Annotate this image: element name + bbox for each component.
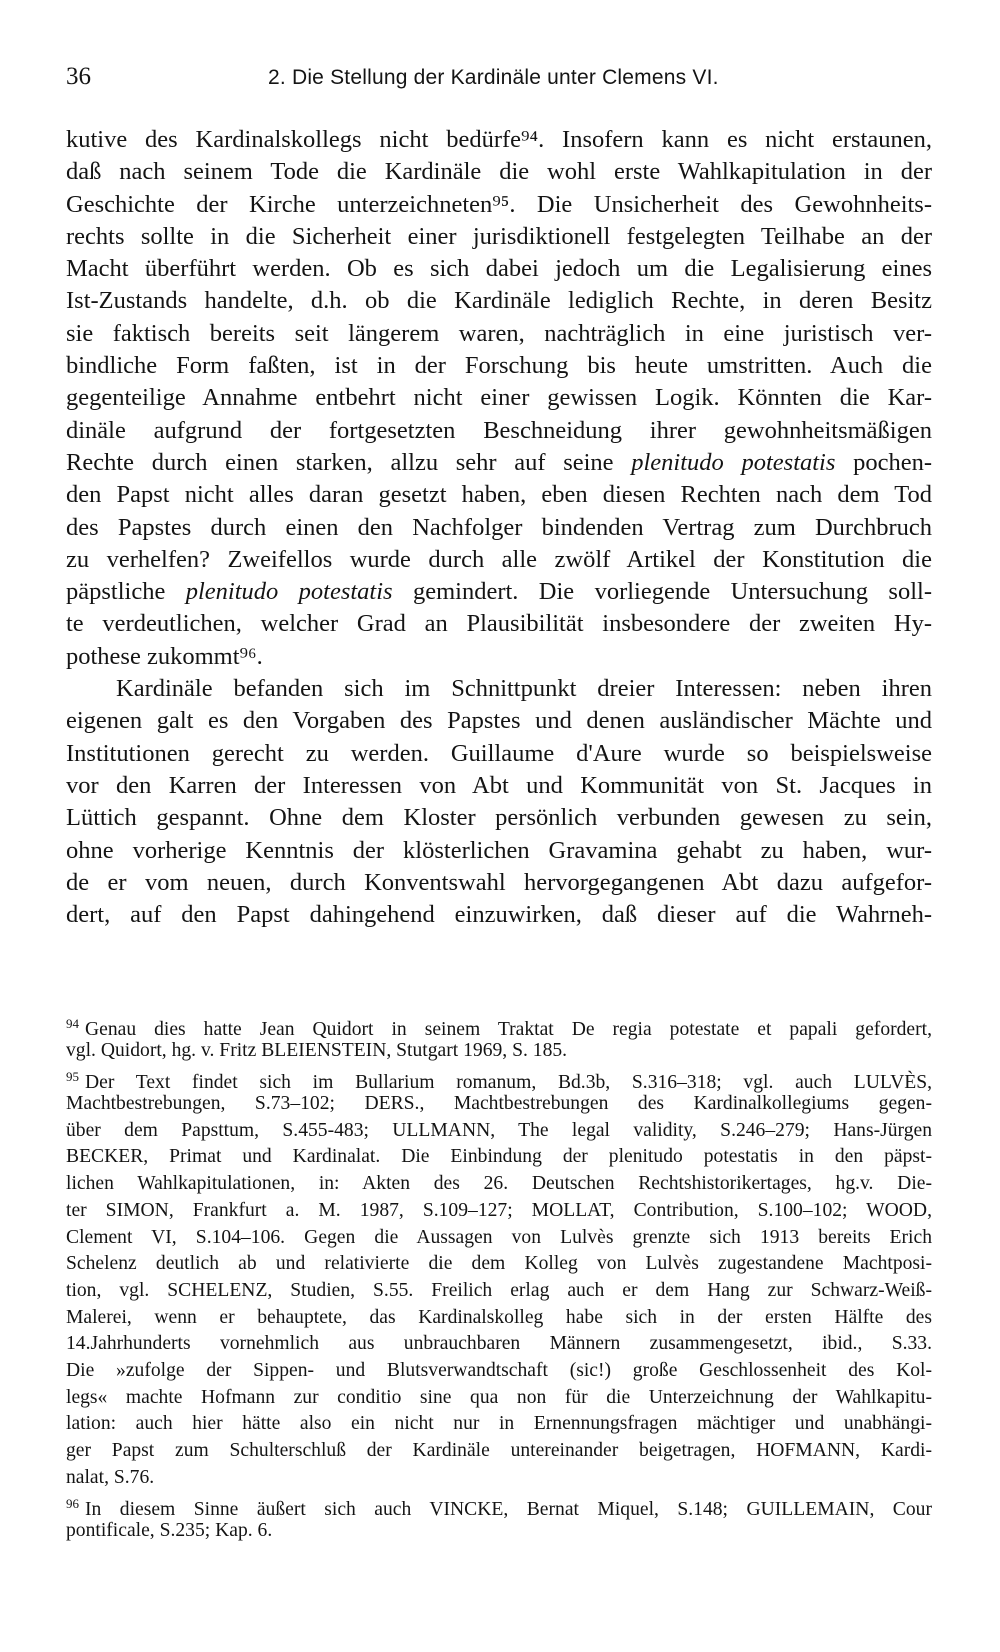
body-line: daß nach seinem Tode die Kardinäle die wohl erste Wahlkapitulation in der [66,158,932,186]
footnote-line: nalat, S.76. [66,1466,155,1488]
footnote-line: 14.Jahrhunderts vornehmlich aus unbrauchbaren Männern zusammengesetzt, ibid., S.33. [66,1333,932,1355]
running-head: 2. Die Stellung der Kardinäle unter Clemens VI. [268,66,719,89]
footnote-line: lichen Wahlkapitulationen, in: Akten des 26. Deutschen Rechtshistorikertages, hg.v. Die- [66,1173,932,1195]
footnote-line: ter SIMON, Frankfurt a. M. 1987, S.109–127; MOLLAT, Contribution, S.100–102; WOOD, [66,1199,932,1221]
body-line: eigenen galt es den Vorgaben des Papstes und denen ausländischer Mächte und [66,707,932,735]
body-line: sie faktisch bereits seit längerem waren, nachträglich in eine juristisch ver- [66,319,932,347]
body-line: rechts sollte in die Sicherheit einer jurisdiktionell festgelegten Teilhabe an der [66,222,932,250]
page-number: 36 [66,63,91,90]
footnote-number: 94 [66,1016,79,1031]
body-line: ohne vorherige Kenntnis der klösterlichen Gravamina gehabt zu haben, wur- [66,836,932,864]
footnote-line: über dem Papsttum, S.455-483; ULLMANN, The legal validity, S.246–279; Hans-Jürgen [66,1119,932,1141]
footnote-line: In diesem Sinne äußert sich auch VINCKE, Bernat Miquel, S.148; GUILLEMAIN, Cour [85,1499,932,1521]
footnote-line: lation: auch hier hätte also ein nicht nur in Ernennungsfragen mächtiger und unabhängi- [66,1413,932,1435]
body-line: des Papstes durch einen den Nachfolger bindenden Vertrag zum Durchbruch [66,513,932,541]
footnote-line: tion, vgl. SCHELENZ, Studien, S.55. Freilich erlag auch er dem Hang zur Schwarz-Weiß- [66,1279,932,1301]
body-line: Institutionen gerecht zu werden. Guillaume d'Aure wurde so beispielsweise [66,739,932,767]
body-line: vor den Karren der Interessen von Abt und Kommunität von St. Jacques in [66,771,932,799]
body-line: gegenteilige Annahme entbehrt nicht einer gewissen Logik. Könnten die Kar- [66,384,932,412]
footnote-line: pontificale, S.235; Kap. 6. [66,1520,273,1542]
body-line: de er vom neuen, durch Konventswahl hervorgegangenen Abt dazu aufgefor- [66,868,932,896]
footnote-line: vgl. Quidort, hg. v. Fritz BLEIENSTEIN, Stutgart 1969, S. 185. [66,1039,568,1061]
body-line: dinäle aufgrund der fortgesetzten Beschneidung ihrer gewohnheitsmäßigen [66,416,932,444]
footnote-95 [66,1064,932,1094]
body-line: bindliche Form faßten, ist in der Forschung bis heute umstritten. Auch die [66,352,932,380]
footnote-number: 95 [66,1069,79,1085]
footnote-96 [66,1491,932,1521]
footnote-94 [66,1011,932,1038]
footnote-line: Die »zufolge der Sippen- und Blutsverwandtschaft (sic!) große Geschlossenheit des Kol- [66,1359,932,1381]
footnote-line: ger Papst zum Schulterschluß der Kardinäle untereinander beigetragen, HOFMANN, Kardi- [66,1440,932,1461]
footnote-line: Genau dies hatte Jean Quidort in seinem Traktat De regia potestate et papali gefordert, [85,1019,932,1040]
body-text [66,124,932,931]
body-line: te verdeutlichen, welcher Grad an Plausibilität insbesondere der zweiten Hy- [66,610,932,638]
footnote-line: BECKER, Primat und Kardinalat. Die Einbindung der plenitudo potestatis in den päpst- [66,1146,932,1168]
footnote-line: Clement VI, S.104–106. Gegen die Aussagen von Lulvès grenzte sich 1913 bereits Erich [66,1226,932,1248]
body-line: Macht überführt werden. Ob es sich dabei jedoch um die Legalisierung eines [66,255,932,283]
body-line: Kardinäle befanden sich im Schnittpunkt dreier Interessen: neben ihren [116,675,932,703]
footnote-line: Der Text findet sich im Bullarium romanum, Bd.3b, S.316–318; vgl. auch LULVÈS, [85,1072,932,1094]
footnote-line: Malerei, wenn er behauptete, das Kardinalskolleg habe sich in der ersten Hälfte des [66,1306,932,1328]
footnote-number: 96 [66,1496,79,1512]
body-line: päpstliche plenitudo potestatis gemindert. Die vorliegende Untersuchung soll- [66,578,932,606]
body-line: pothese zukommt⁹⁶. [66,642,263,670]
body-line: zu verhelfen? Zweifellos wurde durch alle zwölf Artikel der Konstitution die [66,545,932,573]
body-line: Lüttich gespannt. Ohne dem Kloster persönlich verbunden gewesen zu sein, [66,804,932,832]
body-line: Ist-Zustands handelte, d.h. ob die Kardinäle lediglich Rechte, in deren Besitz [66,287,932,315]
body-line: Geschichte der Kirche unterzeichneten⁹⁵. Die Unsicherheit des Gewohnheits- [66,190,932,218]
body-line: den Papst nicht alles daran gesetzt haben, eben diesen Rechten nach dem Tod [66,481,932,509]
footnotes [66,1011,932,1545]
footnote-line: Schelenz deutlich ab und relativierte die dem Kolleg von Lulvès zugestandene Machtposi- [66,1253,932,1275]
footnote-line: legs« machte Hofmann zur conditio sine qua non für die Unterzeichnung der Wahlkapitu- [66,1386,932,1408]
body-line: Rechte durch einen starken, allzu sehr auf seine plenitudo potestatis pochen- [66,448,932,476]
body-line: dert, auf den Papst dahingehend einzuwirken, daß dieser auf die Wahrneh- [66,901,932,929]
body-line: kutive des Kardinalskollegs nicht bedürfe⁹⁴. Insofern kann es nicht erstaunen, [66,126,932,153]
footnote-line: Machtbestrebungen, S.73–102; DERS., Machtbestrebungen des Kardinalkollegiums gegen- [66,1093,932,1115]
